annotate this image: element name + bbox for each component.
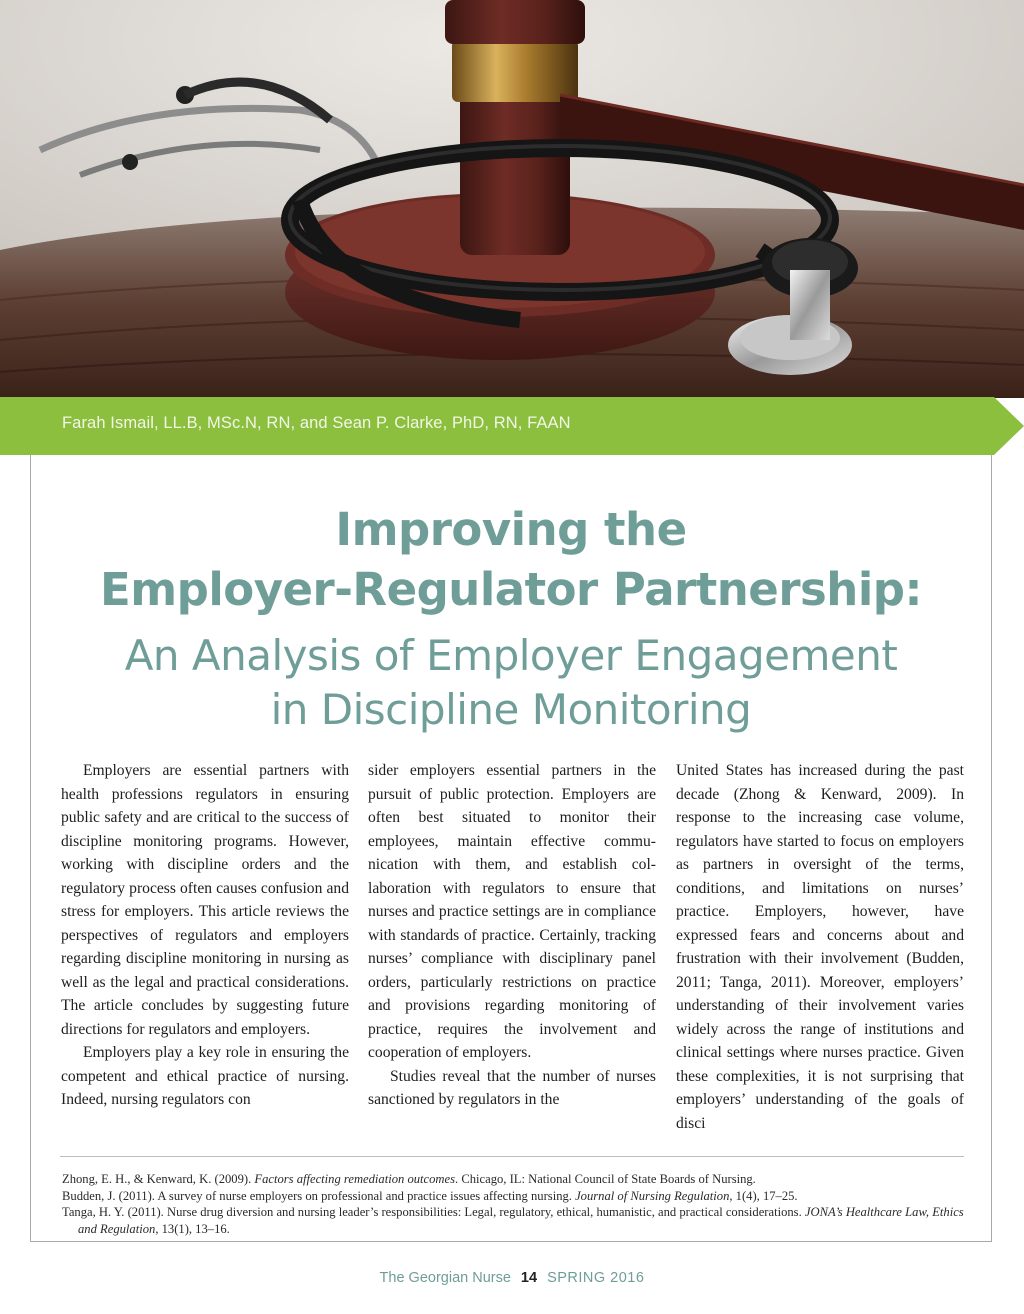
footer-page-number: 14 <box>520 1270 538 1286</box>
hero-photo <box>0 0 1024 398</box>
references <box>62 1171 964 1237</box>
reference-item: Budden, J. (2011). A survey of nurse employers on professional and practice issues affecting nursing. Journal of Nursing Regulation, 1(4), 17–25. <box>62 1188 798 1203</box>
body-column-2 <box>368 759 656 1112</box>
body-paragraph: United States has increased during the past decade (Zhong & Kenward, 2009). In response to the increasing case volume, regulators have started to focus on employers as partners in oversight of the terms, conditions, and limitations on nurses’ practice. Employers, however, have expressed fears and concerns about and frustration with their involvement (Budden, 2011; Tanga, 2011). Moreover, employers’ understanding of their involvement varies widely across the range of institutions and clinical settings where nurses practice. Given these complexities, it is not surprising that employers’ understanding of the goals of disci <box>676 762 964 1132</box>
article-title-line2: Employer-Regulator Partnership: <box>100 563 922 616</box>
reference-item: Tanga, H. Y. (2011). Nurse drug diversion and nursing leader’s responsibilities: Legal, regulatory, ethical, humanistic, and practical considerations. JONA’s Healthcare Law, Ethics and Regulation, 13(1), 13–16. <box>62 1205 964 1236</box>
article-title-line1: Improving the <box>335 503 687 556</box>
references-divider <box>60 1156 964 1157</box>
footer-publication: The Georgian Nurse <box>379 1270 511 1286</box>
page-footer <box>0 1270 1024 1286</box>
body-paragraph: Studies reveal that the number of nurses sanctioned by regulators in the <box>368 1067 656 1108</box>
article-subtitle-line2: in Discipline Monitoring <box>270 685 752 734</box>
article-subtitle-line1: An Analysis of Employer Engagement <box>124 631 898 680</box>
body-column-1 <box>61 759 349 1112</box>
body-paragraph: Employers are essential partners with health professions regulators in ensuring public safety and are critical to the success of discipline monitoring programs. However, working with discipline orders and the regulatory process often causes confusion and stress for employers. This article reviews the perspectives of regulators and employers regarding discipline monitoring in nursing as well as the legal and practical considerations. The article concludes by suggesting future directions for regulators and employers. <box>61 762 349 1038</box>
body-column-3 <box>676 759 964 1135</box>
body-paragraph: sider employers essential partners in the pursuit of public protection. Employers are often best situated to monitor their employees, maintain effective communication with them, and establish collaboration with regulators to ensure that nurses and practice settings are in compliance with standards of practice. Certainly, tracking nurses’ compliance with disciplinary panel orders, particularly restrictions on practice and provisions regarding monitoring of practice, requires the involvement and cooperation of employers. <box>368 762 656 1061</box>
gavel-stethoscope-illustration <box>0 0 1024 398</box>
body-paragraph: Employers play a key role in ensuring the competent and ethical practice of nursing. Indeed, nursing regulators con <box>61 1044 349 1108</box>
reference-item: Zhong, E. H., & Kenward, K. (2009). Factors affecting remediation outcomes. Chicago, IL: National Council of State Boards of Nursing. <box>62 1172 756 1186</box>
author-byline: Farah Ismail, LL.B, MSc.N, RN, and Sean P. Clarke, PhD, RN, FAAN <box>62 414 571 432</box>
footer-issue: SPRING 2016 <box>547 1270 645 1286</box>
